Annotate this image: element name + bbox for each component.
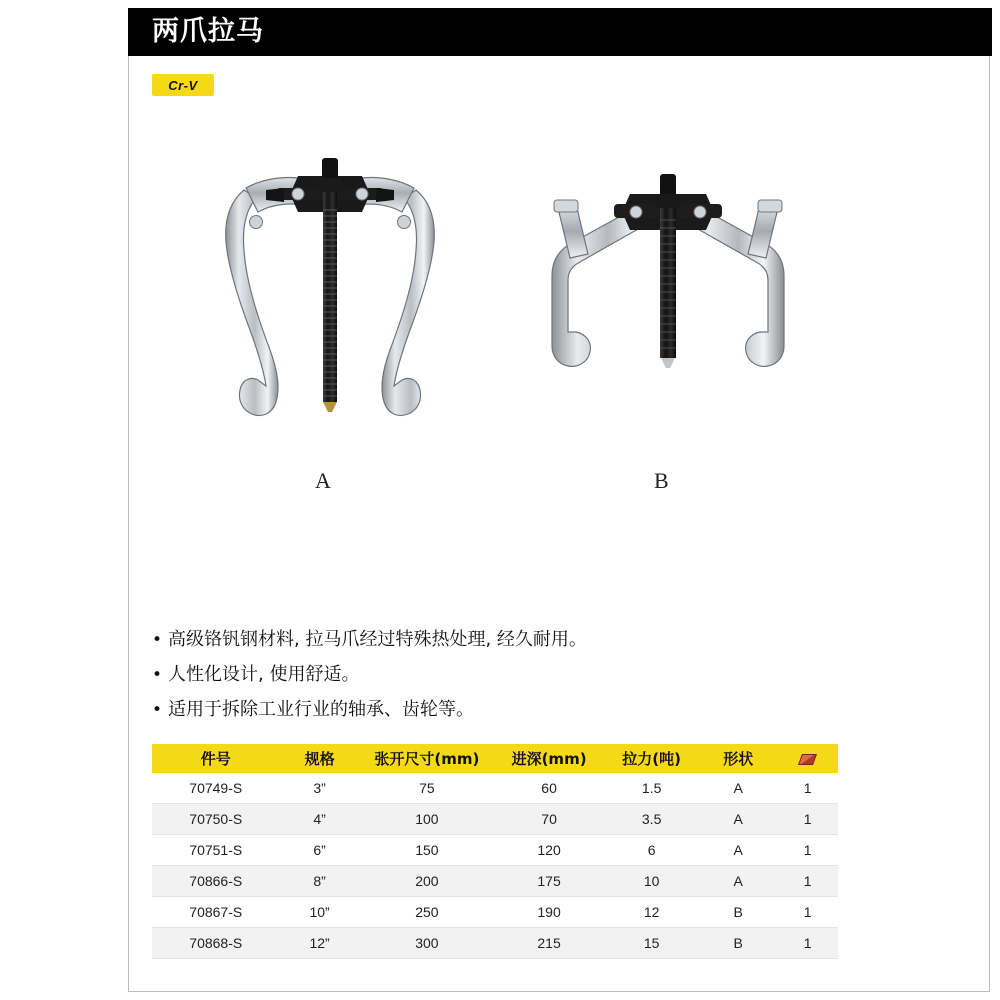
cell-size: 10” — [280, 897, 360, 928]
cell-spread: 150 — [360, 835, 494, 866]
table-row — [152, 773, 838, 804]
cell-shape: A — [699, 773, 777, 804]
cell-shape: A — [699, 835, 777, 866]
puller-b-label: B — [654, 468, 669, 493]
cell-part-no: 70868-S — [152, 928, 280, 959]
cell-qty: 1 — [777, 804, 838, 835]
column-header-pull-force: 拉力(吨) — [604, 744, 699, 773]
cell-qty: 1 — [777, 835, 838, 866]
cell-depth: 120 — [494, 835, 604, 866]
list-item — [152, 698, 852, 722]
cell-pull-force: 10 — [604, 866, 699, 897]
cell-size: 12” — [280, 928, 360, 959]
table-header-row — [152, 744, 838, 773]
feature-list — [152, 628, 852, 733]
cell-shape: B — [699, 928, 777, 959]
cell-size: 3” — [280, 773, 360, 804]
table-row — [152, 897, 838, 928]
two-jaw-puller-a-image — [180, 150, 480, 470]
cell-qty: 1 — [777, 866, 838, 897]
cell-shape: A — [699, 804, 777, 835]
cell-pull-force: 6 — [604, 835, 699, 866]
cell-qty: 1 — [777, 773, 838, 804]
cell-depth: 60 — [494, 773, 604, 804]
column-header-depth: 进深(mm) — [494, 744, 604, 773]
cell-qty: 1 — [777, 897, 838, 928]
cell-shape: A — [699, 866, 777, 897]
list-item — [152, 663, 852, 687]
cell-part-no: 70749-S — [152, 773, 280, 804]
cell-size: 6” — [280, 835, 360, 866]
column-header-part-no: 件号 — [152, 744, 280, 773]
cell-pull-force: 3.5 — [604, 804, 699, 835]
table-row — [152, 866, 838, 897]
product-images — [150, 140, 970, 500]
cell-depth: 190 — [494, 897, 604, 928]
cell-spread: 300 — [360, 928, 494, 959]
table-row — [152, 835, 838, 866]
cell-pull-force: 12 — [604, 897, 699, 928]
cell-depth: 175 — [494, 866, 604, 897]
cell-size: 8” — [280, 866, 360, 897]
column-header-spread: 张开尺寸(mm) — [360, 744, 494, 773]
diamond-icon — [798, 754, 817, 765]
bullet-icon: • — [152, 665, 163, 685]
table-row — [152, 804, 838, 835]
bullet-icon: • — [152, 700, 163, 720]
cell-depth: 215 — [494, 928, 604, 959]
column-header-packaging-icon — [777, 744, 838, 773]
cell-pull-force: 1.5 — [604, 773, 699, 804]
cell-shape: B — [699, 897, 777, 928]
cell-spread: 200 — [360, 866, 494, 897]
cell-spread: 100 — [360, 804, 494, 835]
cell-spread: 75 — [360, 773, 494, 804]
page-title: 两爪拉马 — [152, 16, 264, 47]
cell-part-no: 70750-S — [152, 804, 280, 835]
material-badge: Cr-V — [152, 74, 214, 96]
cell-part-no: 70751-S — [152, 835, 280, 866]
cell-depth: 70 — [494, 804, 604, 835]
cell-spread: 250 — [360, 897, 494, 928]
list-item — [152, 628, 852, 652]
column-header-size: 规格 — [280, 744, 360, 773]
table-row — [152, 928, 838, 959]
puller-a-label: A — [315, 468, 331, 493]
cell-part-no: 70866-S — [152, 866, 280, 897]
two-jaw-puller-b-image — [518, 150, 818, 470]
feature-text: 高级铬钒钢材料, 拉马爪经过特殊热处理, 经久耐用。 — [168, 629, 587, 650]
feature-text: 适用于拆除工业行业的轴承、齿轮等。 — [168, 699, 474, 720]
cell-part-no: 70867-S — [152, 897, 280, 928]
feature-text: 人性化设计, 使用舒适。 — [168, 664, 360, 685]
column-header-shape: 形状 — [699, 744, 777, 773]
cell-qty: 1 — [777, 928, 838, 959]
bullet-icon: • — [152, 630, 163, 650]
cell-pull-force: 15 — [604, 928, 699, 959]
specification-table — [152, 744, 838, 959]
cell-size: 4” — [280, 804, 360, 835]
